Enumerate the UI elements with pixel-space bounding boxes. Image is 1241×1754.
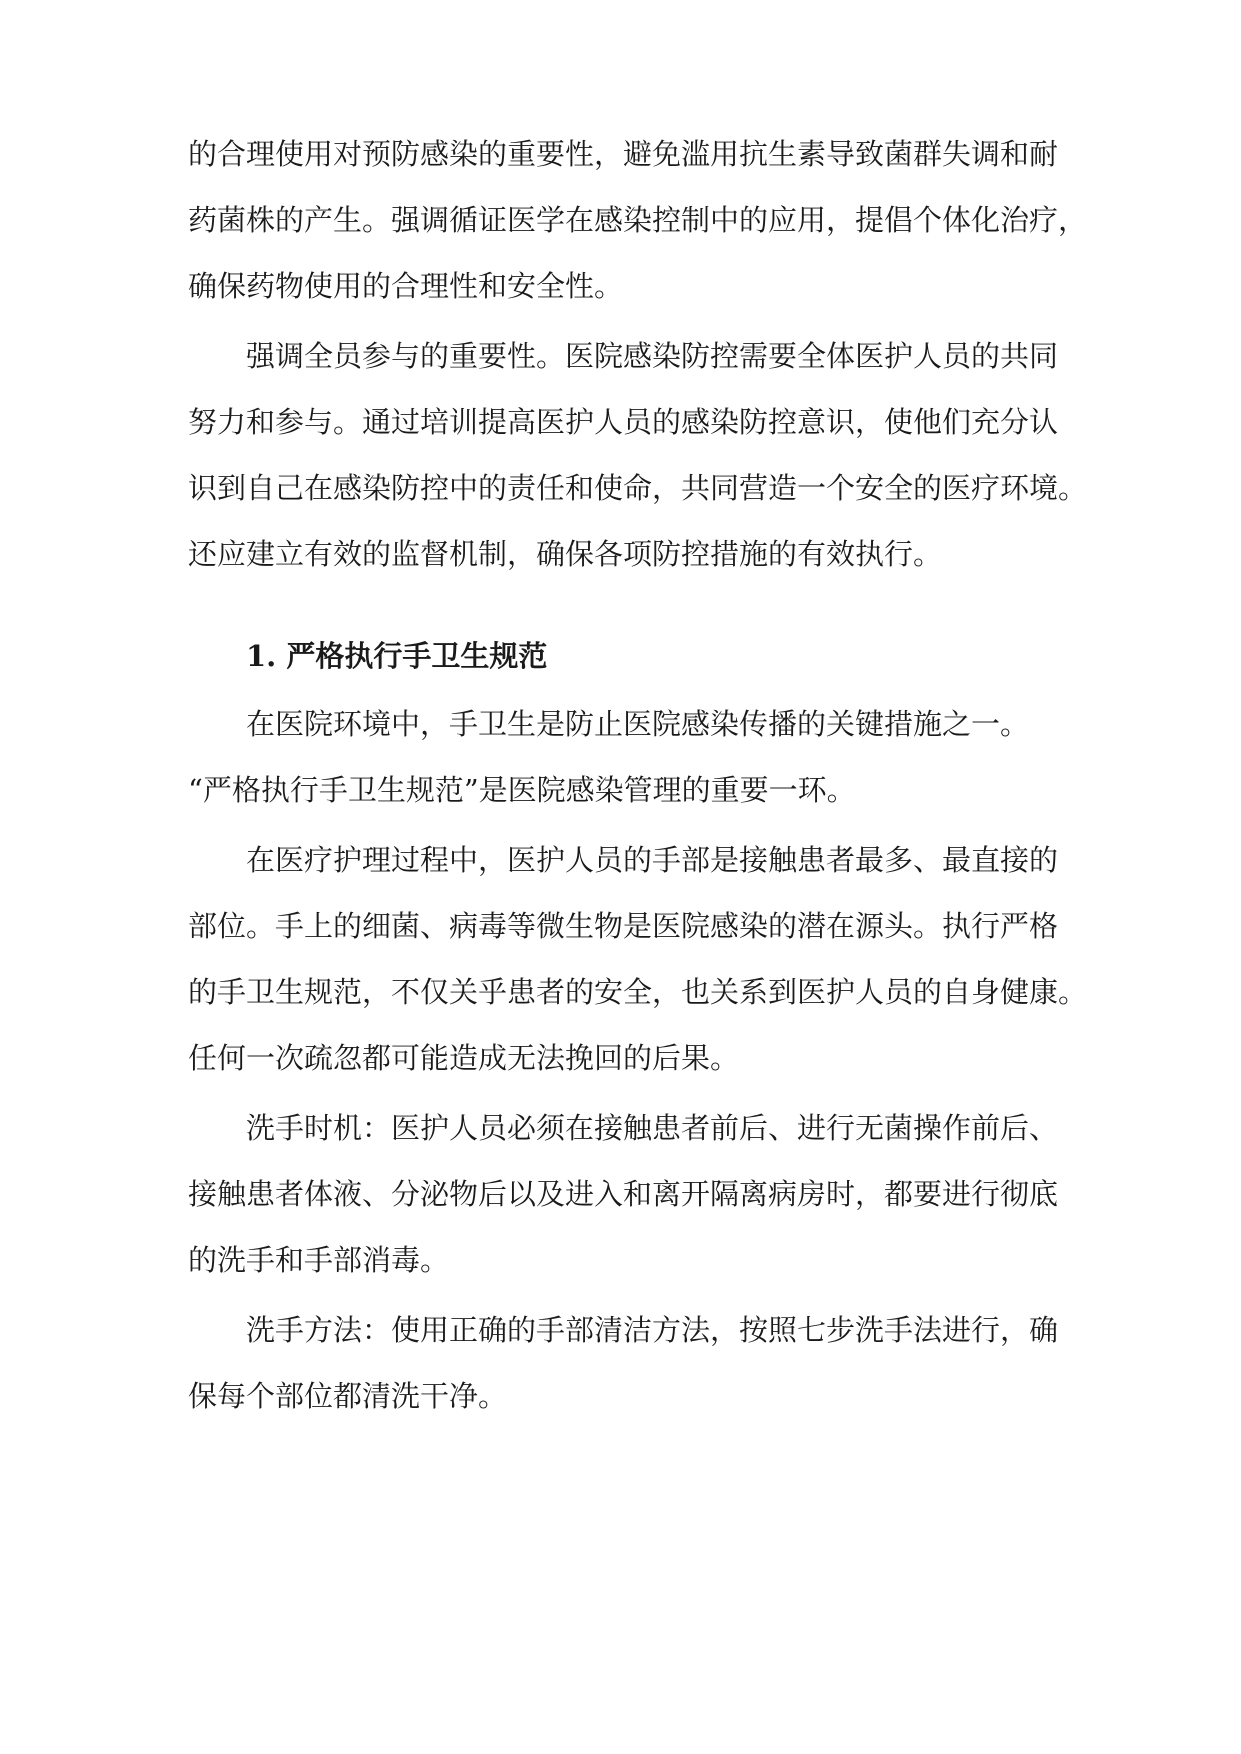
section-paragraph-4-line-1: 洗手方法：使用正确的手部清洁方法，按照七步洗手法进行，确: [246, 1313, 1059, 1347]
section-paragraph-2-line-1: 在医疗护理过程中，医护人员的手部是接触患者最多、最直接的: [246, 843, 1059, 877]
paragraph-1-line-3: 确保药物使用的合理性和安全性。: [188, 269, 624, 303]
section-paragraph-2-line-4: 任何一次疏忽都可能造成无法挽回的后果。: [188, 1041, 740, 1075]
section-paragraph-3-line-3: 的洗手和手部消毒。: [188, 1243, 450, 1277]
paragraph-2-line-2: 努力和参与。通过培训提高医护人员的感染防控意识，使他们充分认: [188, 405, 1059, 439]
section-paragraph-3-line-2: 接触患者体液、分泌物后以及进入和离开隔离病房时，都要进行彻底: [188, 1177, 1059, 1211]
paragraph-1-line-2: 药菌株的产生。强调循证医学在感染控制中的应用，提倡个体化治疗，: [188, 203, 1088, 237]
section-heading: 1. 严格执行手卫生规范: [246, 639, 548, 673]
paragraph-2-line-1: 强调全员参与的重要性。医院感染防控需要全体医护人员的共同: [246, 339, 1059, 373]
section-paragraph-4-line-2: 保每个部位都清洗干净。: [188, 1379, 508, 1413]
section-paragraph-3-line-1: 洗手时机：医护人员必须在接触患者前后、进行无菌操作前后、: [246, 1111, 1059, 1145]
section-paragraph-2-line-2: 部位。手上的细菌、病毒等微生物是医院感染的潜在源头。执行严格: [188, 909, 1059, 943]
paragraph-2-line-4: 还应建立有效的监督机制，确保各项防控措施的有效执行。: [188, 537, 943, 571]
section-paragraph-1-line-2: “严格执行手卫生规范”是医院感染管理的重要一环。: [188, 773, 856, 807]
section-paragraph-2-line-3: 的手卫生规范，不仅关乎患者的安全，也关系到医护人员的自身健康。: [188, 975, 1088, 1009]
section-paragraph-1-line-1: 在医院环境中，手卫生是防止医院感染传播的关键措施之一。: [246, 707, 1030, 741]
paragraph-1-line-1: 的合理使用对预防感染的重要性，避免滥用抗生素导致菌群失调和耐: [188, 137, 1059, 171]
paragraph-2-line-3: 识到自己在感染防控中的责任和使命，共同营造一个安全的医疗环境。: [188, 471, 1088, 505]
